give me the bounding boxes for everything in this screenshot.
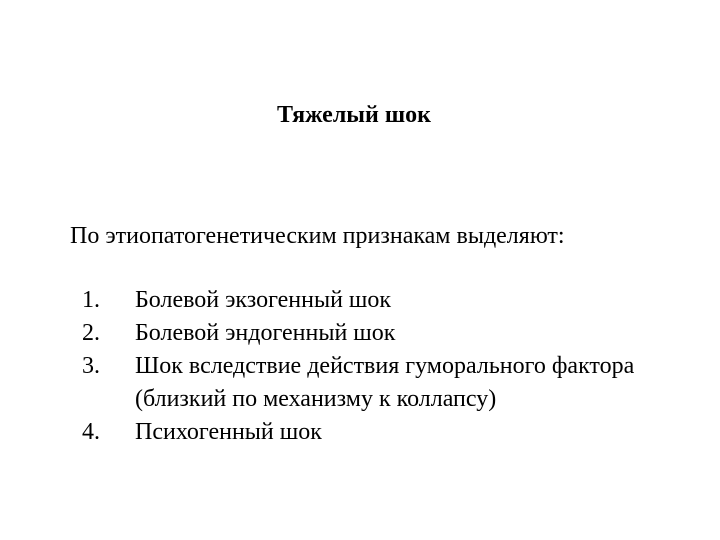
- numbered-list: [82, 284, 675, 449]
- list-item: [82, 350, 675, 416]
- list-item-text: Болевой эндогенный шок: [135, 320, 396, 346]
- list-item-text: Болевой экзогенный шок: [135, 287, 392, 313]
- list-item-number: 2.: [82, 320, 100, 346]
- list-item-number: 1.: [82, 287, 100, 313]
- slide-title: Тяжелый шок: [277, 102, 431, 128]
- list-item: [82, 416, 675, 449]
- intro-text: По этиопатогенетическим признакам выделяют:: [70, 223, 565, 249]
- list-item: [82, 317, 675, 350]
- list-item: [82, 284, 675, 317]
- list-item-text: Шок вследствие действия гуморального фактора (близкий по механизму к коллапсу): [135, 353, 635, 412]
- list-item-text: Психогенный шок: [135, 419, 322, 445]
- list-item-number: 3.: [82, 353, 100, 379]
- list-item-number: 4.: [82, 419, 100, 445]
